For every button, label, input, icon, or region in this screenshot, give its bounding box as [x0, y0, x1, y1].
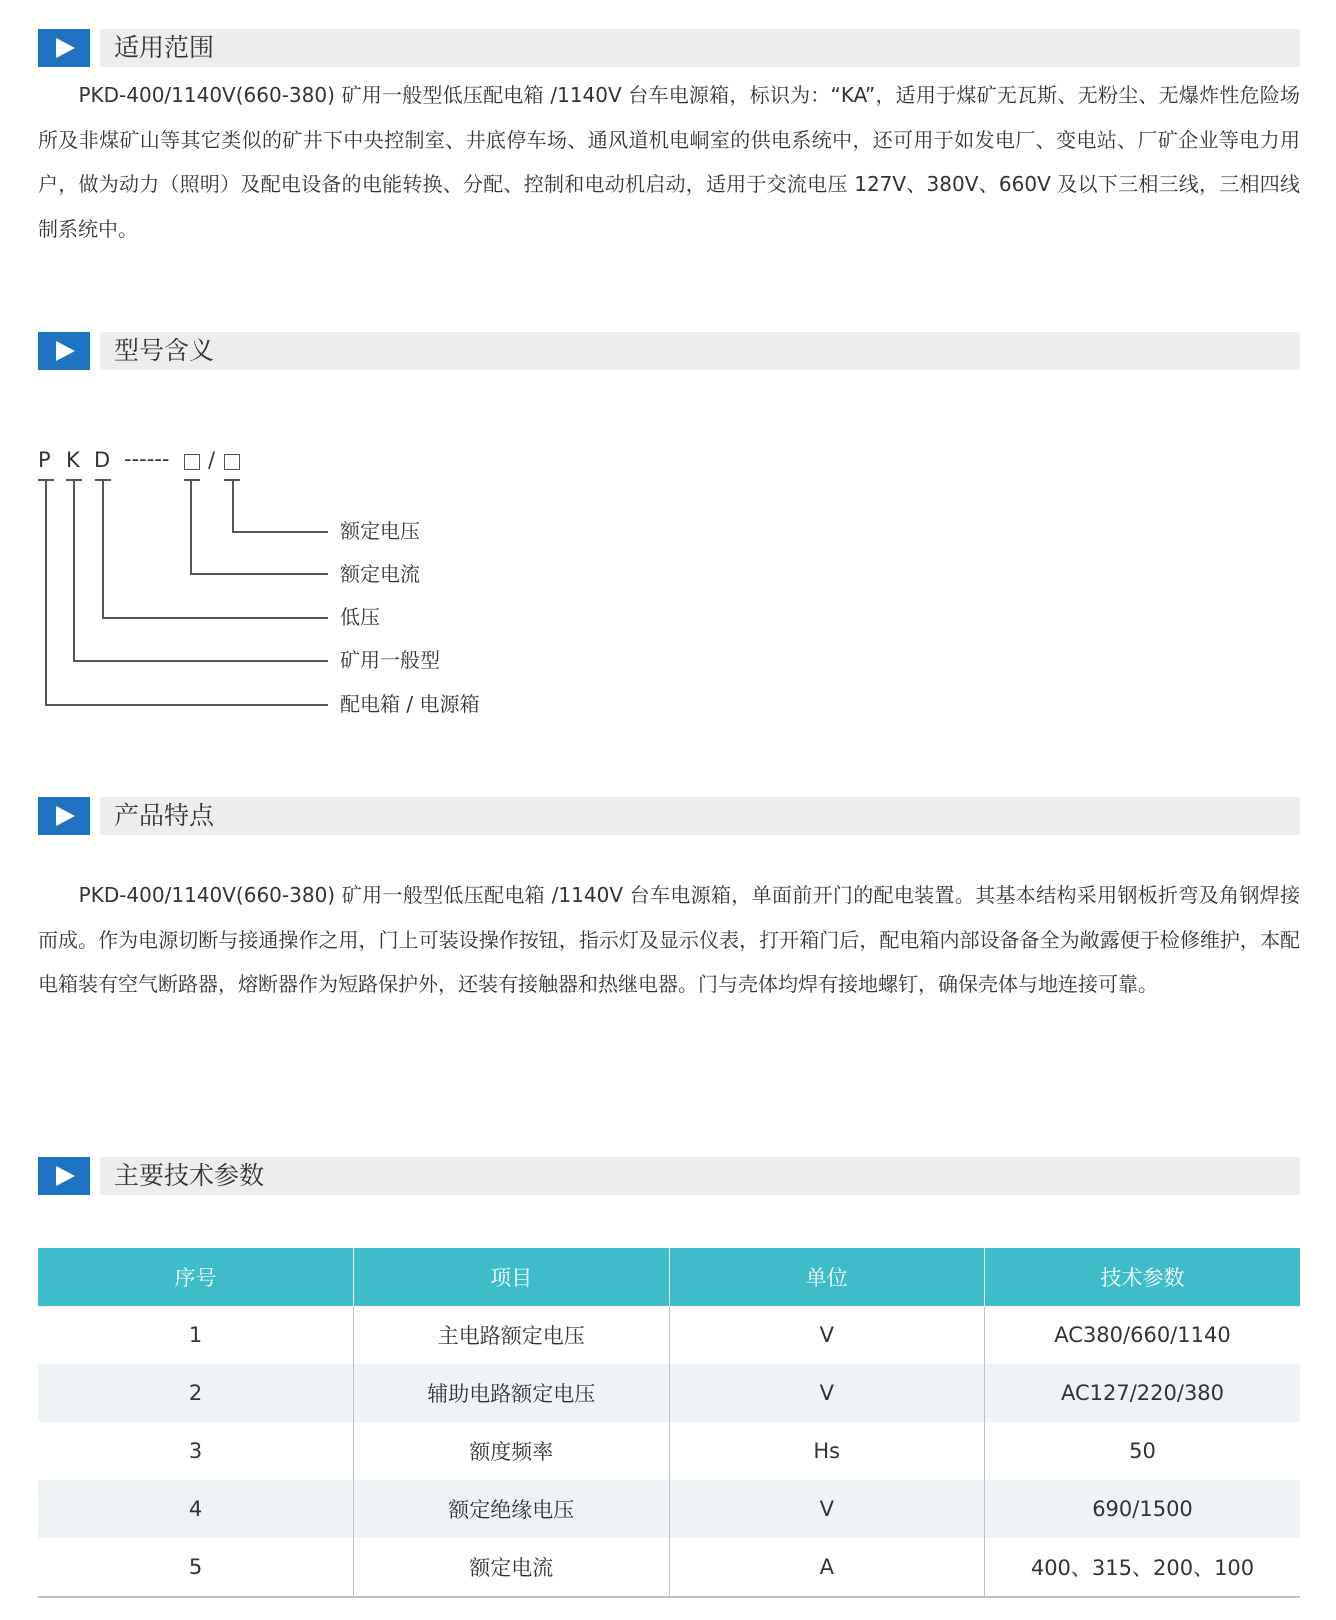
- code-letter-p: P: [38, 448, 51, 472]
- section-title-model: 型号含义: [114, 336, 215, 365]
- table-row: [38, 1480, 1300, 1538]
- label-rated-current: 额定电流: [340, 562, 420, 586]
- table-row: [38, 1538, 1300, 1597]
- cell-value: 400、315、200、100: [985, 1538, 1301, 1597]
- play-triangle-icon: [38, 332, 90, 370]
- label-rated-voltage: 额定电压: [340, 519, 420, 543]
- cell-value: AC127/220/380: [985, 1364, 1301, 1422]
- section-header-model: [38, 332, 1300, 370]
- code-slash: /: [208, 448, 216, 472]
- features-paragraph: PKD-400/1140V(660-380) 矿用一般型低压配电箱 /1140V 台车电源箱，单面前开门的配电装置。其基本结构采用钢板折弯及角钢焊接而成。作为电源切断与接通操作之用，门上可装设操作按钮，指示灯及显示仪表，打开箱门后，配电箱内部设备备全为敞露便于检修维护，本配电箱装有空气断路器，熔断器作为短路保护外，还装有接触器和热继电器。门与壳体均焊有接地螺钉，确保壳体与地连接可靠。: [38, 883, 1300, 996]
- cell-unit: Hs: [669, 1422, 985, 1480]
- col-header-index: 序号: [38, 1248, 354, 1306]
- placeholder-box-voltage: [224, 454, 240, 470]
- table-row: [38, 1306, 1300, 1364]
- cell-value: 690/1500: [985, 1480, 1301, 1538]
- section-title-specs: 主要技术参数: [114, 1161, 265, 1190]
- cell-unit: V: [669, 1306, 985, 1364]
- label-distribution-box: 配电箱 / 电源箱: [340, 692, 480, 716]
- code-letter-d: D: [94, 448, 111, 472]
- scope-paragraph: PKD-400/1140V(660-380) 矿用一般型低压配电箱 /1140V 台车电源箱，标识为：“KA”，适用于煤矿无瓦斯、无粉尘、无爆炸性危险场所及非煤矿山等其它类似的矿井下中央控制室、井底停车场、通风道机电峒室的供电系统中，还可用于如发电厂、变电站、厂矿企业等电力用户，做为动力（照明）及配电设备的电能转换、分配、控制和电动机启动，适用于交流电压 127V、380V、660V 及以下三相三线，三相四线制系统中。: [38, 83, 1300, 241]
- placeholder-box-current: [184, 454, 200, 470]
- col-header-unit: 单位: [669, 1248, 985, 1306]
- cell-item: 额度频率: [354, 1422, 670, 1480]
- code-dashes: ------: [124, 447, 170, 471]
- play-triangle-icon: [38, 29, 90, 67]
- play-triangle-icon: [38, 1157, 90, 1195]
- table-header-row: [38, 1248, 1300, 1306]
- code-letter-k: K: [66, 448, 80, 472]
- cell-unit: V: [669, 1364, 985, 1422]
- col-header-value: 技术参数: [985, 1248, 1301, 1306]
- cell-index: 5: [38, 1538, 354, 1597]
- cell-index: 2: [38, 1364, 354, 1422]
- cell-item: 额定绝缘电压: [354, 1480, 670, 1538]
- section-title-features: 产品特点: [114, 801, 215, 830]
- cell-index: 4: [38, 1480, 354, 1538]
- label-mine-general-type: 矿用一般型: [340, 648, 440, 672]
- cell-value: AC380/660/1140: [1054, 1323, 1231, 1347]
- section-header-scope: [38, 29, 1300, 67]
- play-triangle-icon: [38, 797, 90, 835]
- cell-unit: A: [669, 1538, 985, 1597]
- section-header-features: [38, 797, 1300, 835]
- cell-item: 辅助电路额定电压: [354, 1364, 670, 1422]
- label-low-voltage: 低压: [340, 605, 380, 629]
- cell-item: 主电路额定电压: [354, 1306, 670, 1364]
- cell-item: 额定电流: [354, 1538, 670, 1597]
- cell-unit: V: [669, 1480, 985, 1538]
- section-title-scope: 适用范围: [114, 33, 215, 62]
- section-header-specs: [38, 1157, 1300, 1195]
- model-code-diagram: [38, 447, 598, 747]
- table-row: [38, 1422, 1300, 1480]
- cell-index: 1: [38, 1306, 354, 1364]
- cell-index: 3: [38, 1422, 354, 1480]
- table-row: [38, 1364, 1300, 1422]
- cell-value: 50: [1129, 1439, 1156, 1463]
- spec-table: [38, 1248, 1300, 1598]
- col-header-item: 项目: [354, 1248, 670, 1306]
